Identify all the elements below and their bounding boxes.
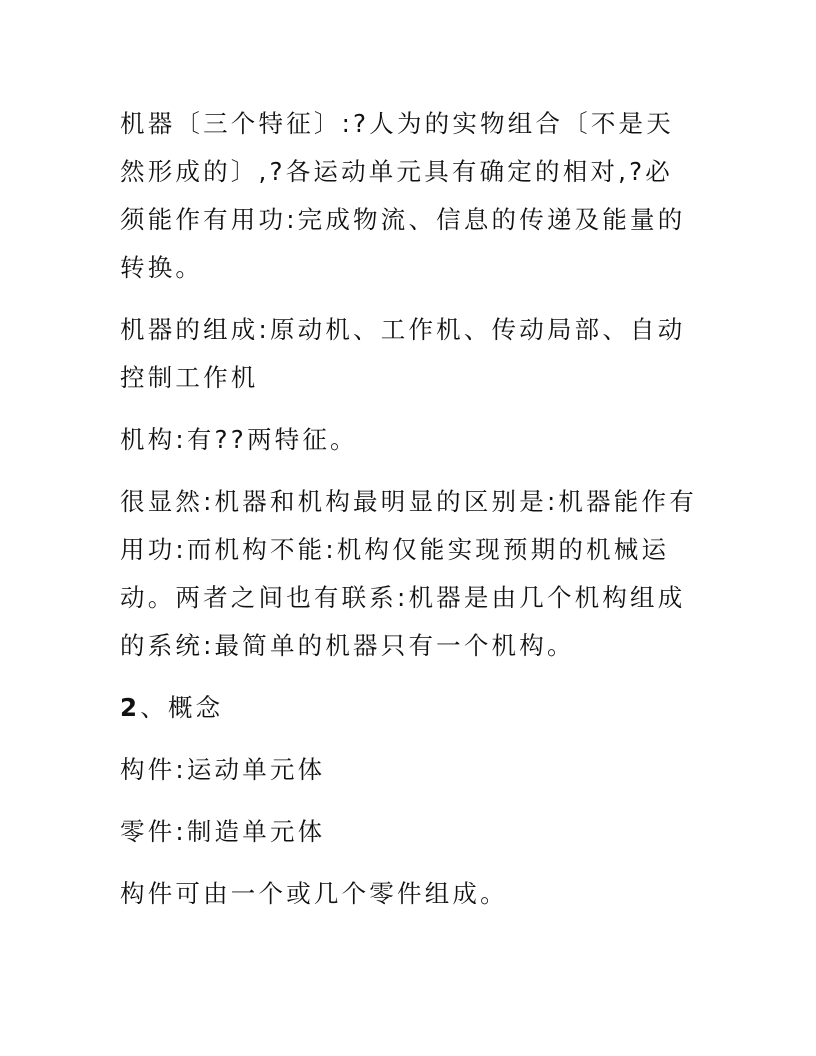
definition-relation: 构件可由一个或几个零件组成。 xyxy=(120,879,508,908)
document-page xyxy=(120,100,700,932)
definition-part: 零件:制造单元体 xyxy=(120,817,326,846)
section-title: 、概念 xyxy=(140,693,224,722)
paragraph-difference: 很显然:机器和机构最明显的区别是:机器能作有用功:而机构不能:机构仅能实现预期的机械运动。两者之间也有联系:机器是由几个机构组成的系统:最简单的机器只有一个机构。 xyxy=(120,487,697,660)
paragraph-mechanism: 机构:有??两特征。 xyxy=(120,425,358,454)
definition-component: 构件:运动单元体 xyxy=(120,755,326,784)
paragraph-machine-composition: 机器的组成:原动机、工作机、传动局部、自动控制工作机 xyxy=(120,315,686,392)
section-heading-concepts xyxy=(120,684,700,732)
paragraph-machine-features: 机器〔三个特征〕:?人为的实物组合〔不是天然形成的〕,?各运动单元具有确定的相对,?必须能作有用功:完成物流、信息的传递及能量的转换。 xyxy=(120,109,686,282)
section-number: 2 xyxy=(120,693,141,722)
